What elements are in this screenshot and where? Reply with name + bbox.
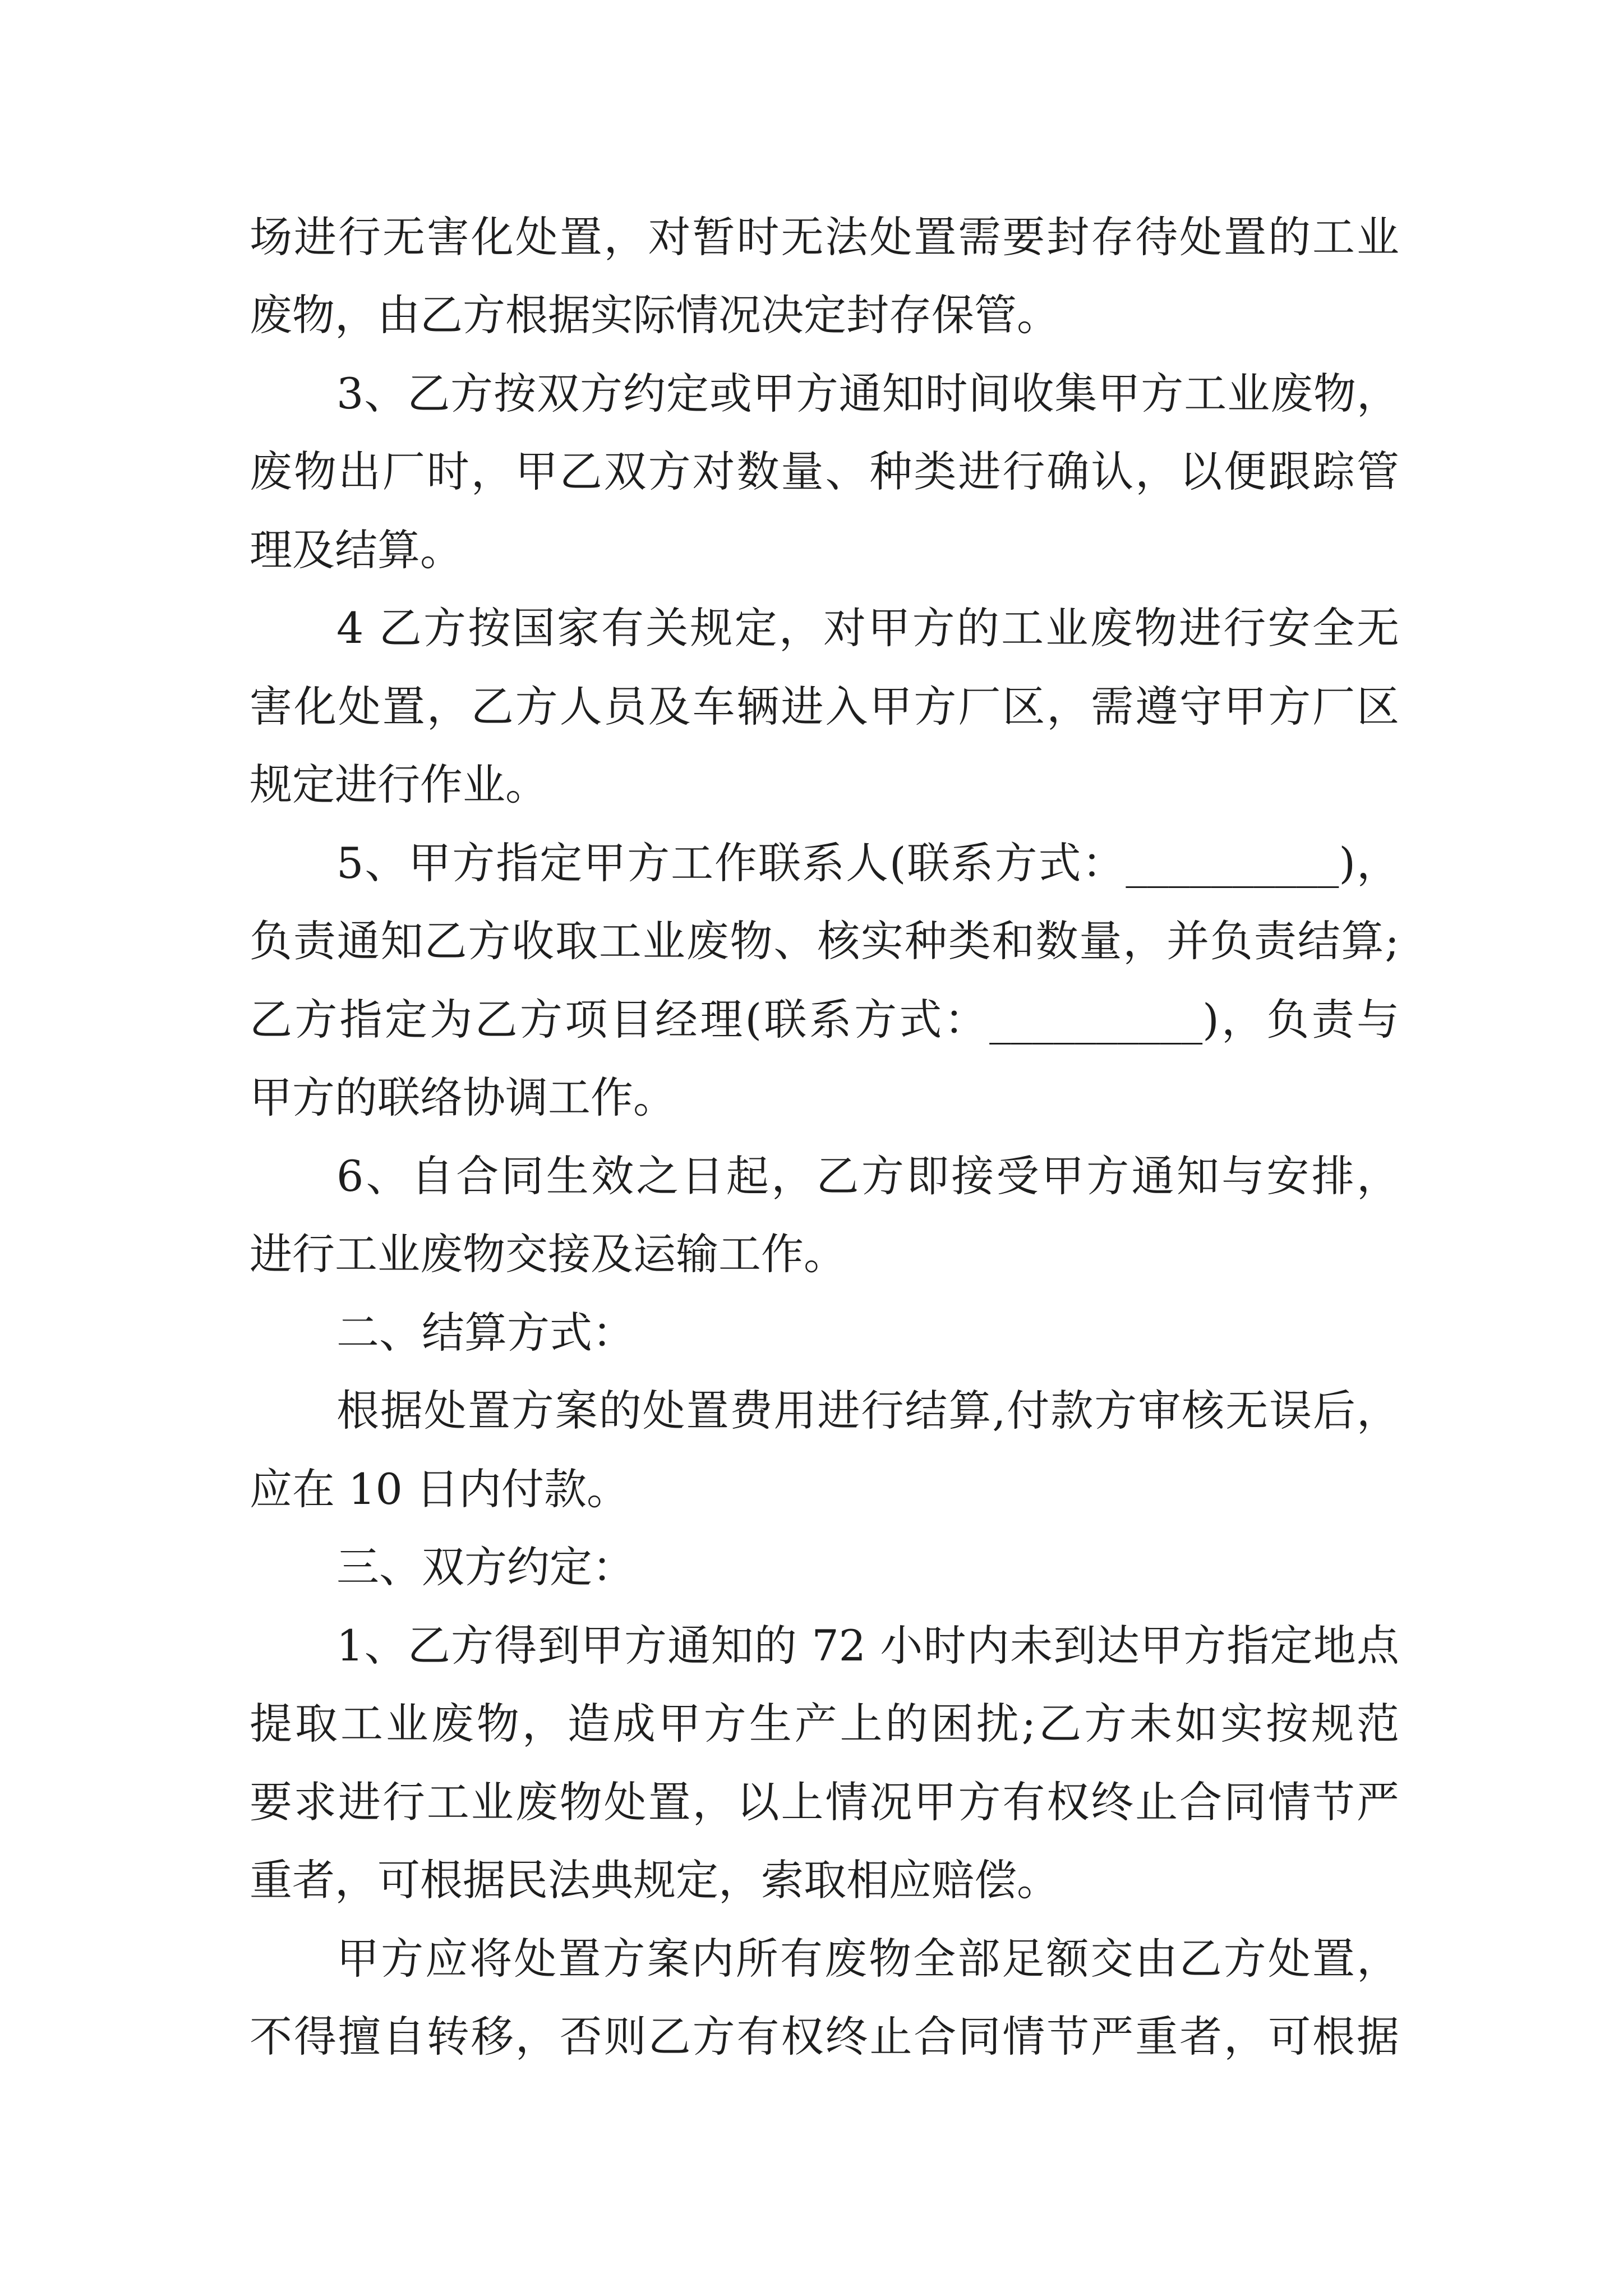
text-line: 害化处置，乙方人员及车辆进入甲方厂区，需遵守甲方厂区 [250,682,1399,731]
text-line: 废物，由乙方根据实际情况决定封存保管。 [250,290,1059,340]
paragraph-agreement-1-start: 1、乙方得到甲方通知的 72 小时内未到达甲方指定地点 [336,1621,1399,1671]
paragraph-settlement-start: 根据处置方案的处置费用进行结算,付款方审核无误后， [336,1386,1399,1435]
text-line: 乙方指定为乙方项目经理(联系方式：__________)，负责与 [250,995,1399,1045]
text-line: 提取工业废物，造成甲方生产上的困扰;乙方未如实按规范 [250,1699,1399,1749]
text-line: 理及结算。 [250,525,463,575]
section-heading-agreement: 三、双方约定： [336,1542,635,1592]
text-line: 进行工业废物交接及运输工作。 [250,1229,846,1279]
text-line: 要求进行工业废物处置，以上情况甲方有权终止合同情节严 [250,1777,1399,1827]
section-heading-settlement: 二、结算方式： [336,1308,635,1358]
paragraph-4-start: 4 乙方按国家有关规定，对甲方的工业废物进行安全无 [336,603,1399,653]
paragraph-3-start: 3、乙方按双方约定或甲方通知时间收集甲方工业废物， [336,369,1399,418]
text-line: 废物出厂时，甲乙双方对数量、种类进行确认，以便跟踪管 [250,447,1399,496]
paragraph-6-start: 6、自合同生效之日起，乙方即接受甲方通知与安排， [336,1151,1399,1201]
text-line: 重者，可根据民法典规定，索取相应赔偿。 [250,1855,1059,1905]
text-line: 甲方的联络协调工作。 [250,1073,676,1122]
text-line: 应在 10 日内付款。 [250,1464,630,1514]
paragraph-party-a-start: 甲方应将处置方案内所有废物全部足额交由乙方处置， [336,1934,1399,1984]
paragraph-5-start: 5、甲方指定甲方工作联系人(联系方式：__________)， [336,838,1399,888]
text-line: 负责通知乙方收取工业废物、核实种类和数量，并负责结算; [250,916,1399,966]
text-line: 规定进行作业。 [250,760,548,809]
text-line: 不得擅自转移，否则乙方有权终止合同情节严重者，可根据 [250,2012,1399,2062]
text-line: 场进行无害化处置，对暂时无法处置需要封存待处置的工业 [250,212,1399,262]
